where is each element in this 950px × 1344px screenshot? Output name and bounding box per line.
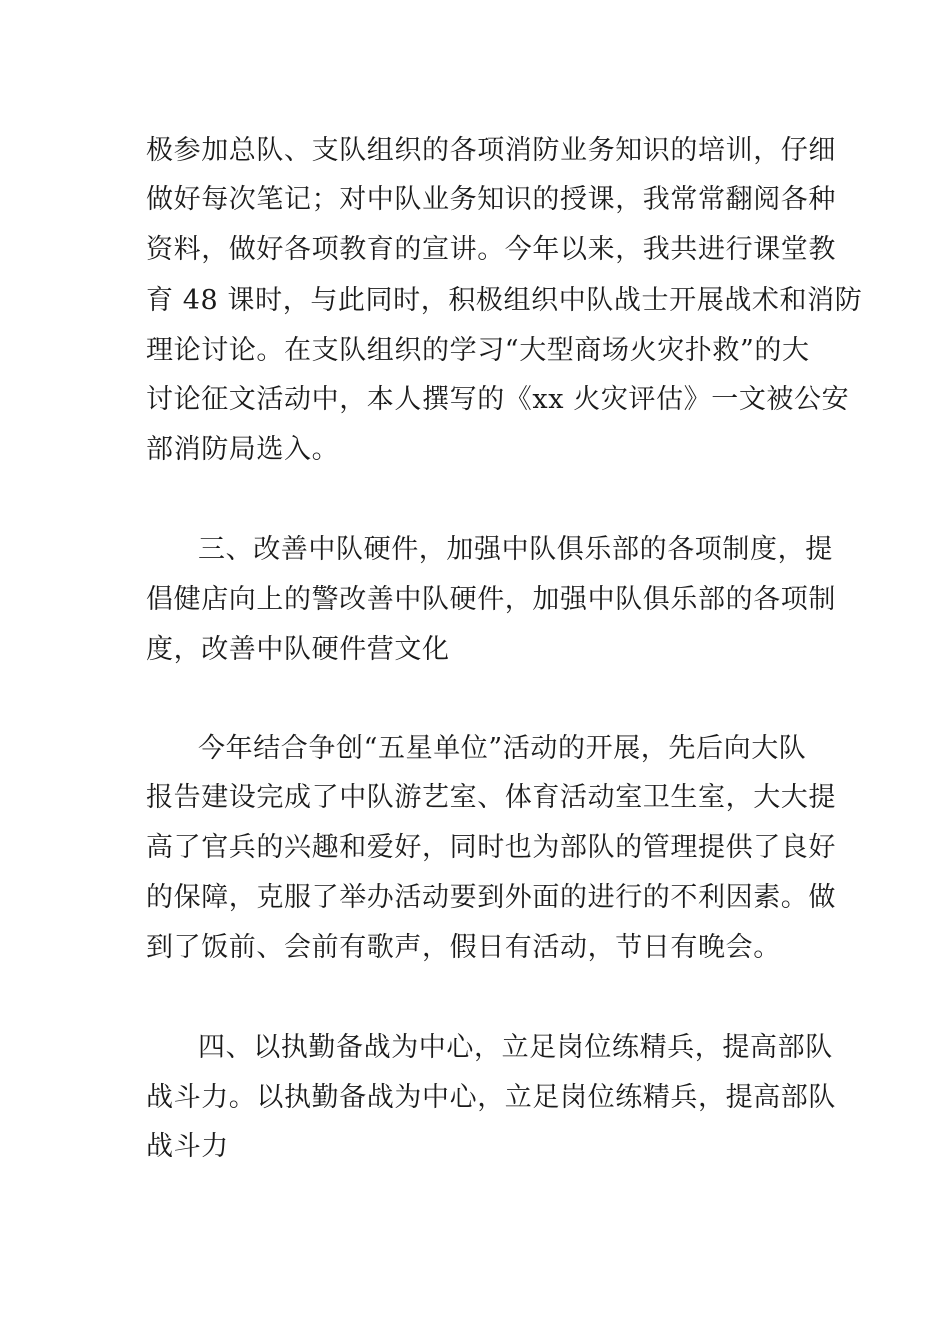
paragraph-line: 理论讨论。在支队组织的学习“大型商场火灾扑救”的大 <box>146 335 810 366</box>
paragraph-line: 高了官兵的兴趣和爱好，同时也为部队的管理提供了良好 <box>146 832 836 863</box>
paragraph-line: 育 48 课时，与此同时，积极组织中队战士开展战术和消防 <box>146 285 863 316</box>
paragraph-line: 讨论征文活动中，本人撰写的《xx 火灾评估》一文被公安 <box>146 384 850 415</box>
paragraph-line: 资料，做好各项教育的宣讲。今年以来，我共进行课堂教 <box>146 234 836 265</box>
paragraph-line: 今年结合争创“五星单位”活动的开展，先后向大队 <box>198 733 807 764</box>
paragraph-line: 到了饭前、会前有歌声，假日有活动，节日有晚会。 <box>146 932 781 963</box>
paragraph-line: 部消防局选入。 <box>146 434 340 465</box>
paragraph-line: 战斗力。以执勤备战为中心，立足岗位练精兵，提高部队 <box>146 1082 836 1113</box>
paragraph-line: 战斗力 <box>146 1131 229 1162</box>
paragraph-line: 报告建设完成了中队游艺室、体育活动室卫生室，大大提 <box>146 782 836 813</box>
paragraph-line: 做好每次笔记；对中队业务知识的授课，我常常翻阅各种 <box>146 184 836 215</box>
paragraph-line: 的保障，克服了举办活动要到外面的进行的不利因素。做 <box>146 882 836 913</box>
paragraph-line: 极参加总队、支队组织的各项消防业务知识的培训，仔细 <box>146 135 836 166</box>
paragraph-line: 倡健店向上的警改善中队硬件，加强中队俱乐部的各项制 <box>146 584 836 615</box>
paragraph-line: 度，改善中队硬件营文化 <box>146 634 450 665</box>
section-heading-three: 三、改善中队硬件，加强中队俱乐部的各项制度，提 <box>198 534 833 565</box>
section-heading-four: 四、以执勤备战为中心，立足岗位练精兵，提高部队 <box>198 1032 833 1063</box>
